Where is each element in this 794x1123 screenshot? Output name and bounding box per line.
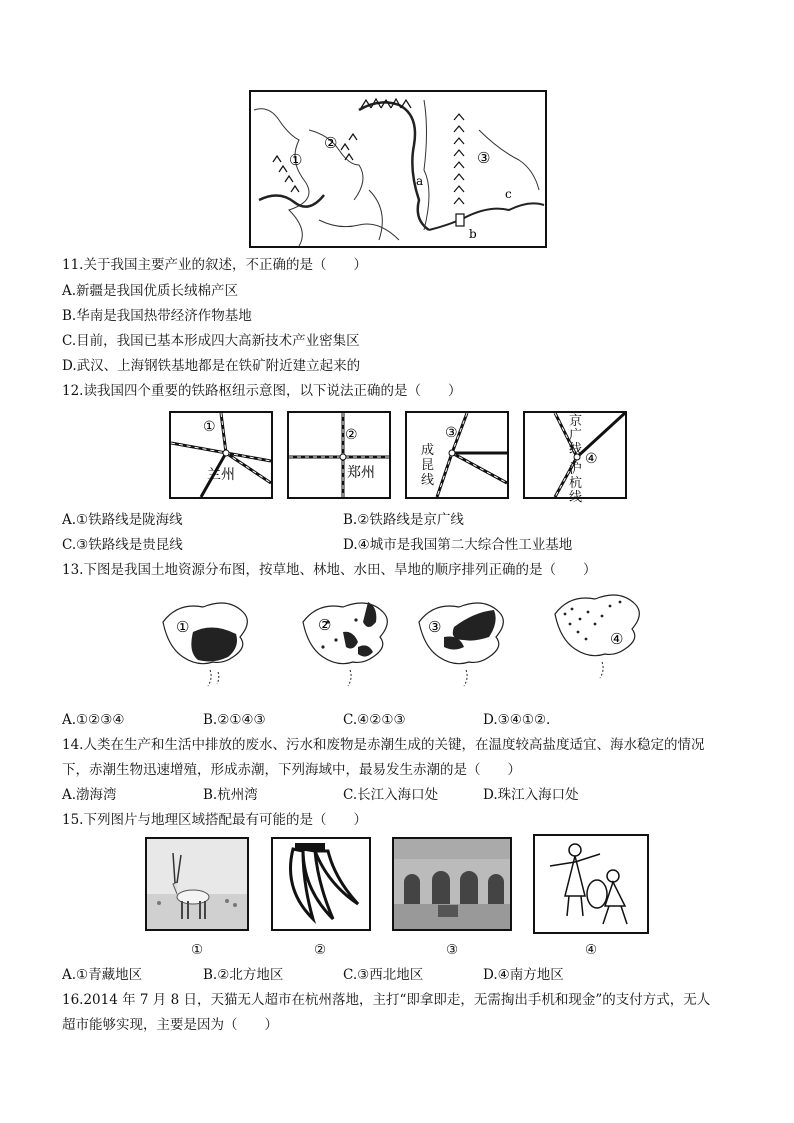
q12-option-c[interactable]: C.③铁路线是贵昆线	[62, 537, 183, 553]
q15-option-c[interactable]: C.③西北地区	[343, 967, 424, 983]
photo-cave-dwellings	[392, 837, 512, 931]
panel-2-city: 郑州	[347, 465, 375, 481]
map-label-1: ①	[289, 151, 303, 169]
panel-4-line-name-bottom: 沪杭线	[569, 462, 583, 505]
q11-option-c[interactable]: C.目前，我国已基本形成四大高新技术产业密集区	[62, 333, 360, 349]
q13-option-d[interactable]: D.③④①②.	[483, 712, 551, 728]
photo-caption-1: ①	[190, 942, 204, 958]
q12-stem: 12.读我国四个重要的铁路枢纽示意图，以下说法正确的是（ ）	[62, 383, 462, 399]
q11-stem: 11.关于我国主要产业的叙述，不正确的是（ ）	[62, 257, 367, 273]
q15-stem: 15.下列图片与地理区域搭配最有可能的是（ ）	[62, 812, 367, 828]
q14-option-c[interactable]: C.长江入海口处	[343, 787, 439, 803]
q11-option-b[interactable]: B.华南是我国热带经济作物基地	[62, 308, 252, 324]
railway-hub-panel-4	[523, 411, 627, 505]
map-label-a: a	[416, 174, 424, 188]
map-label-3: ③	[477, 149, 491, 167]
q12-option-b[interactable]: B.②铁路线是京广线	[343, 512, 464, 528]
q12-option-d[interactable]: D.④城市是我国第二大综合性工业基地	[343, 537, 573, 553]
q11-option-d[interactable]: D.武汉、上海钢铁基地都是在铁矿附近建立起来的	[62, 358, 361, 374]
q16-stem-line1: 16.2014 年 7 月 8 日，天猫无人超市在杭州落地，主打“即拿即走，无需掏出手机和现金”的支付方式，无人	[62, 992, 711, 1008]
q14-option-a[interactable]: A.渤海湾	[62, 787, 117, 803]
panel-3-line-name: 成昆线	[421, 443, 435, 488]
land-map-4-label: ④	[610, 630, 624, 648]
photo-caption-2: ②	[313, 942, 327, 958]
panel-1-city: 兰州	[207, 467, 235, 483]
q11-option-a[interactable]: A.新疆是我国优质长绒棉产区	[62, 283, 239, 299]
q13-option-a[interactable]: A.①②③④	[62, 712, 125, 728]
top-map-svg	[249, 90, 547, 248]
photo-dancers	[533, 834, 649, 934]
railway-hub-panel-1	[169, 411, 273, 499]
q14-stem-line2: 下，赤潮生物迅速增殖，形成赤潮，下列海域中，最易发生赤潮的是（ ）	[62, 762, 521, 778]
photo-caption-4: ④	[584, 942, 598, 958]
land-map-3-label: ③	[428, 618, 442, 636]
top-region-map	[249, 90, 547, 248]
q12-option-a[interactable]: A.①铁路线是陇海线	[62, 512, 183, 528]
land-map-1	[158, 592, 258, 697]
land-map-4	[550, 584, 650, 694]
q13-option-b[interactable]: B.②①④③	[203, 712, 266, 728]
map-label-b: b	[469, 227, 477, 241]
q15-option-a[interactable]: A.①青藏地区	[62, 967, 143, 983]
photo-caption-3: ③	[445, 942, 459, 958]
panel-4-line-name-top: 京广线	[569, 414, 583, 457]
railway-hub-panel-3	[405, 411, 509, 499]
q14-option-b[interactable]: B.杭州湾	[203, 787, 258, 803]
land-map-2	[298, 592, 398, 697]
railway-hub-panel-2	[287, 411, 391, 499]
q14-stem-line1: 14.人类在生产和生活中排放的废水、污水和废物是赤潮生成的关键，在温度较高盐度适宜、海水稳定的情况	[62, 737, 705, 753]
land-map-2-label: ②	[318, 616, 332, 634]
q15-option-d[interactable]: D.④南方地区	[483, 967, 564, 983]
map-label-c: c	[505, 187, 512, 201]
q13-stem: 13.下图是我国土地资源分布图，按草地、林地、水田、旱地的顺序排列正确的是（ ）	[62, 562, 597, 578]
photo-bananas	[271, 837, 371, 931]
q14-option-d[interactable]: D.珠江入海口处	[483, 787, 579, 803]
q13-option-c[interactable]: C.④②①③	[343, 712, 406, 728]
q16-stem-line2: 超市能够实现，主要是因为（ ）	[62, 1017, 278, 1033]
panel-2-number: ②	[345, 427, 358, 443]
photo-antelope	[145, 837, 249, 931]
q15-option-b[interactable]: B.②北方地区	[203, 967, 284, 983]
map-label-2: ②	[324, 134, 338, 152]
land-map-1-label: ①	[176, 618, 190, 636]
land-map-3	[414, 592, 514, 697]
panel-1-number: ①	[203, 419, 216, 435]
panel-4-number: ④	[585, 451, 598, 467]
panel-3-number: ③	[445, 425, 458, 441]
